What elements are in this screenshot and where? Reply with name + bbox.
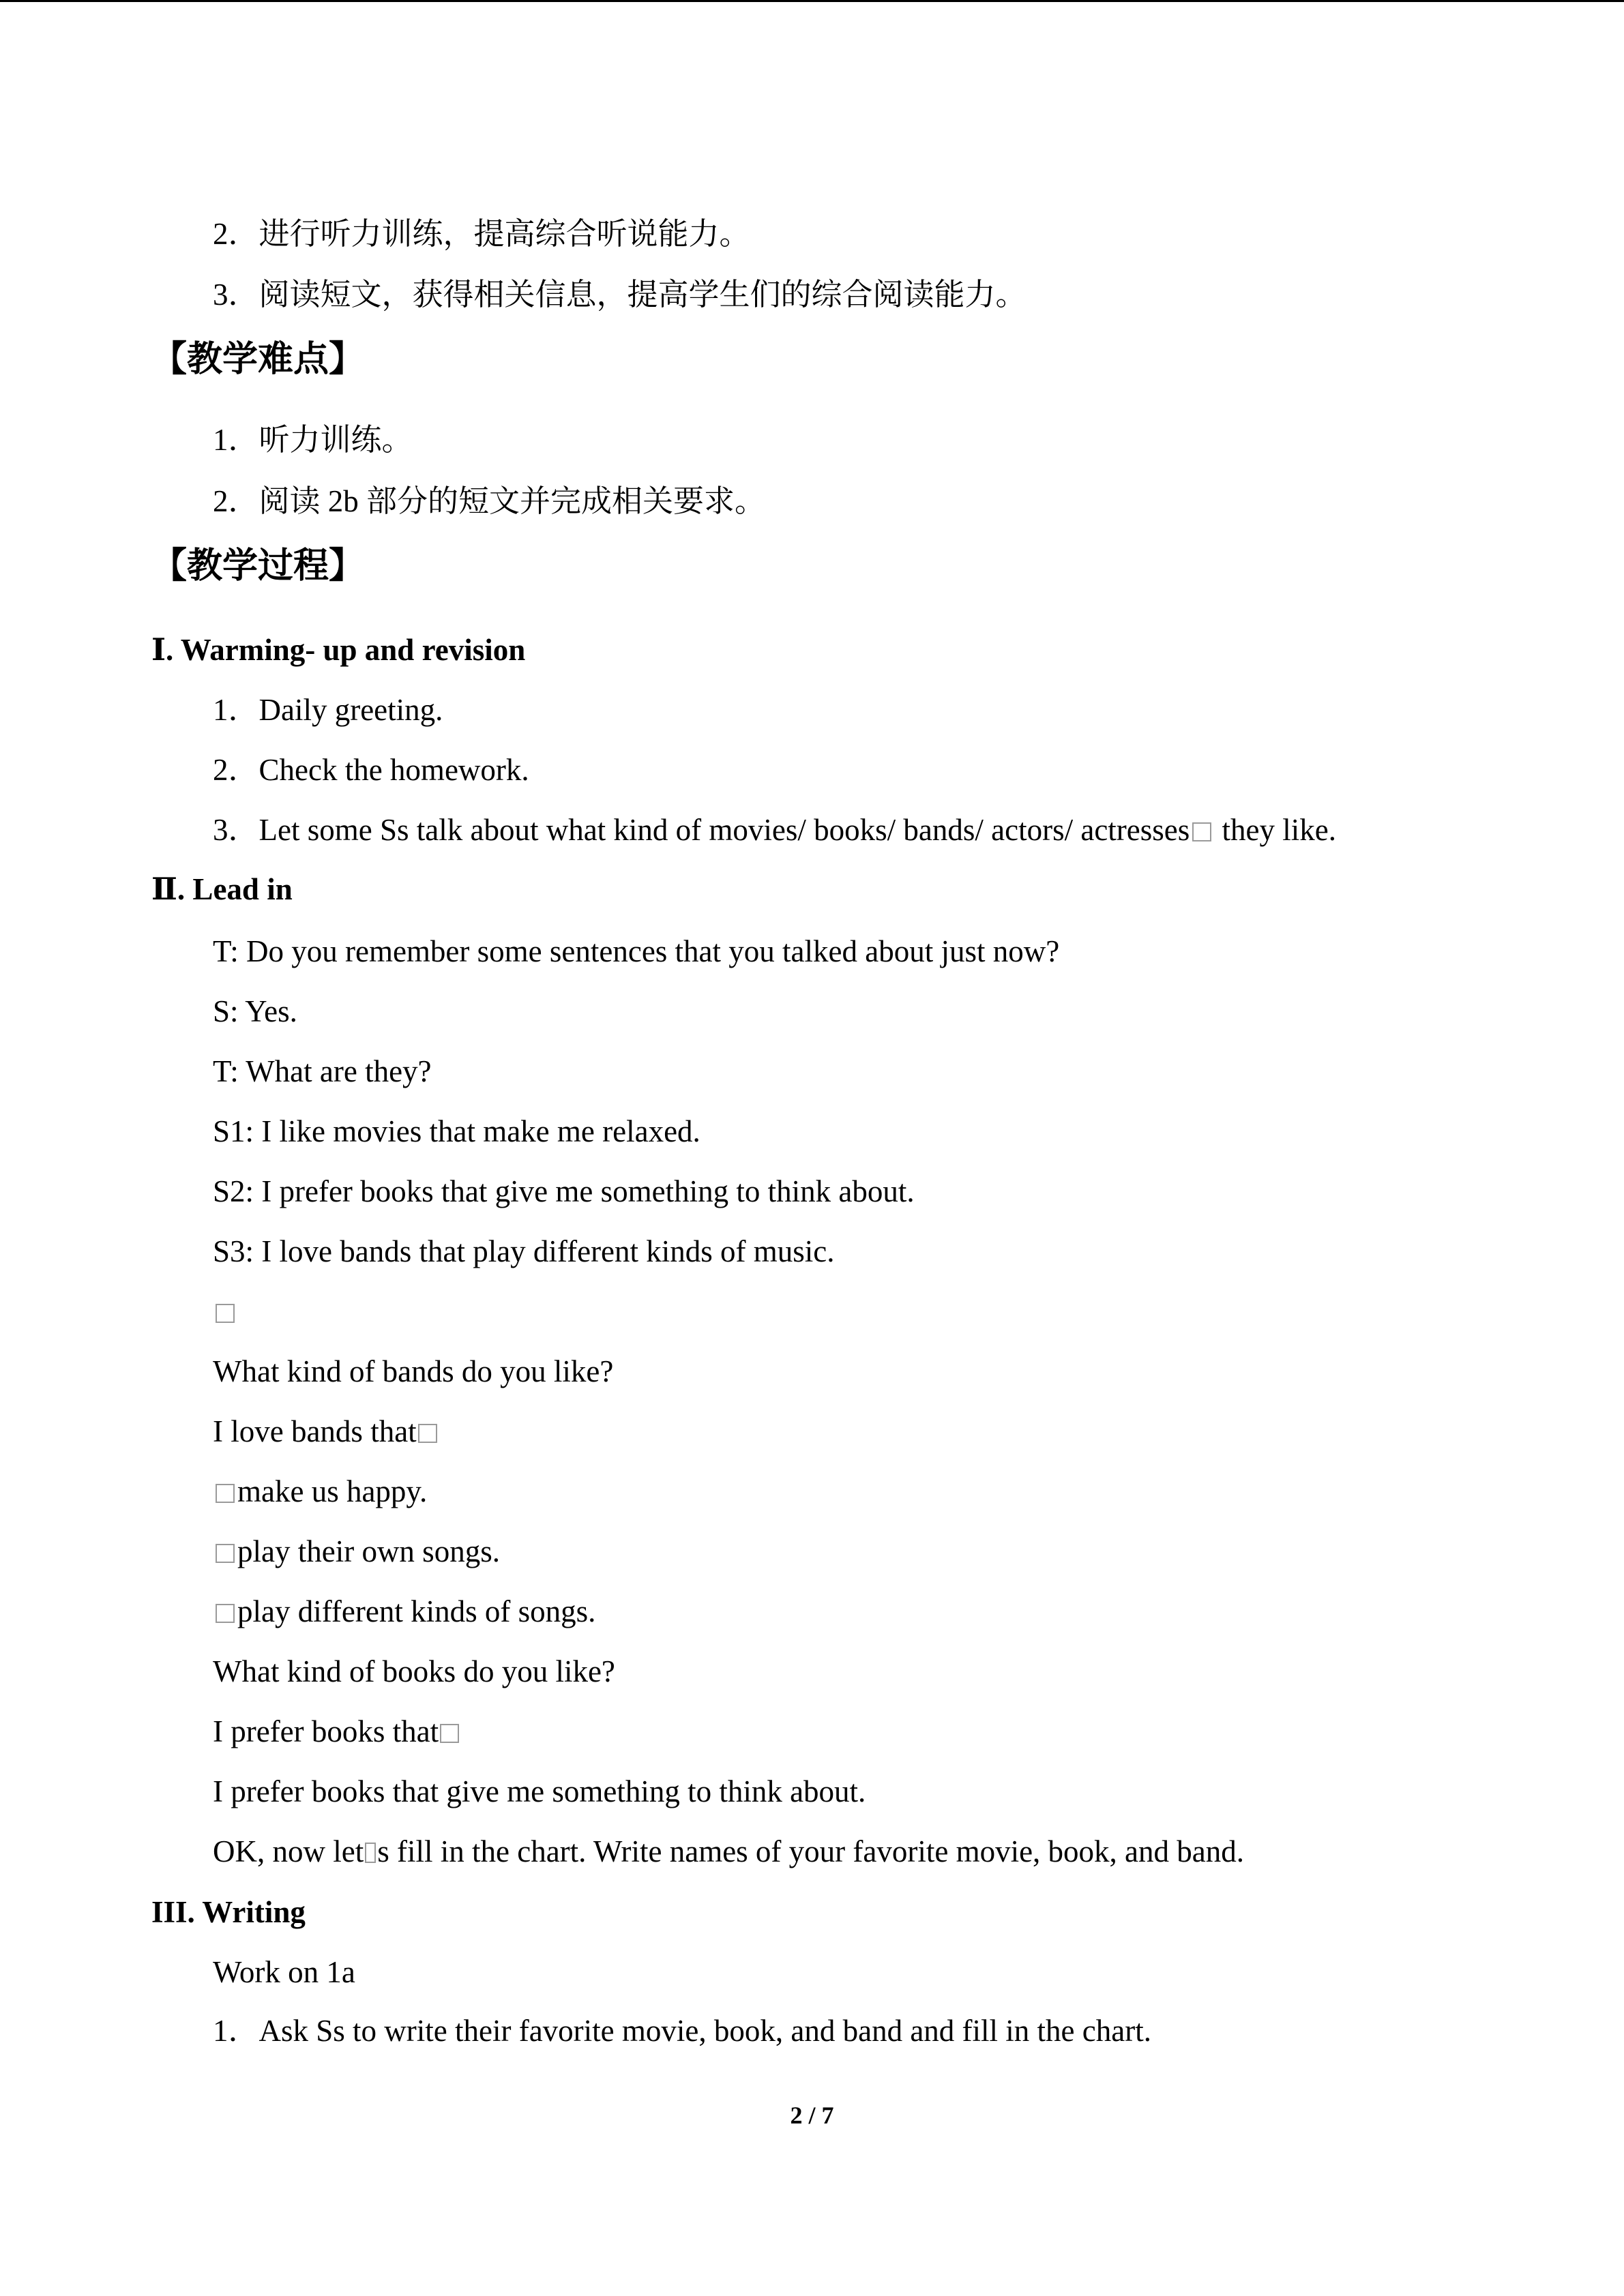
placeholder-line: [213, 1292, 237, 1330]
writing-step-1: 1．Ask Ss to write their favorite movie, book, and band and fill in the chart.: [213, 2014, 1151, 2048]
answer-books-intro-text: I prefer books that: [213, 1714, 439, 1748]
placeholder-box: [216, 1544, 235, 1563]
placeholder-box: [418, 1424, 437, 1443]
page-number: 2 / 7: [790, 2102, 834, 2129]
top-border-line: [0, 0, 1624, 2]
question-books: What kind of books do you like?: [213, 1654, 615, 1688]
answer-bands-option-2: [213, 1532, 500, 1570]
placeholder-box: [440, 1724, 459, 1743]
answer-bands-option-2-text: play their own songs.: [237, 1534, 500, 1568]
warmup-step-3: [213, 811, 1336, 849]
section-warming-up: Ⅰ. Warming- up and revision: [151, 633, 526, 667]
dialogue-line-s: S: Yes.: [213, 994, 297, 1028]
answer-bands-option-1-text: make us happy.: [237, 1474, 428, 1508]
placeholder-box: [216, 1604, 235, 1623]
heading-teaching-difficulties: 【教学难点】: [151, 339, 365, 380]
chart-instruction-rest: s fill in the chart. Write names of your favorite movie, book, and band.: [377, 1834, 1245, 1868]
answer-bands-intro: [213, 1412, 440, 1450]
placeholder-box: [1192, 822, 1211, 841]
answer-books-intro: [213, 1712, 462, 1750]
placeholder-box: [216, 1484, 235, 1503]
warmup-step-3-tail: they like.: [1214, 813, 1336, 847]
dialogue-line-s1: S1: I like movies that make me relaxed.: [213, 1114, 700, 1148]
dialogue-line-s2: S2: I prefer books that give me something to think about.: [213, 1174, 915, 1208]
warmup-step-2: 2．Check the homework.: [213, 753, 529, 787]
answer-bands-intro-text: I love bands that: [213, 1414, 417, 1448]
answer-bands-option-3: [213, 1592, 595, 1630]
objective-line-3: 3．阅读短文，获得相关信息，提高学生们的综合阅读能力。: [213, 278, 1027, 312]
difficulty-line-1: 1．听力训练。: [213, 423, 413, 457]
warmup-step-3-text: 3．Let some Ss talk about what kind of movies/ books/ bands/ actors/ actresses: [213, 813, 1190, 847]
section-lead-in: Ⅱ. Lead in: [151, 872, 293, 906]
warmup-step-1: 1．Daily greeting.: [213, 693, 443, 727]
dialogue-line-s3: S3: I love bands that play different kinds of music.: [213, 1234, 835, 1268]
answer-bands-option-3-text: play different kinds of songs.: [237, 1594, 596, 1628]
dialogue-line-t2: T: What are they?: [213, 1054, 432, 1088]
answer-bands-option-1: [213, 1472, 427, 1510]
question-bands: What kind of bands do you like?: [213, 1354, 614, 1388]
dialogue-line-t1: T: Do you remember some sentences that you talked about just now?: [213, 934, 1060, 968]
answer-books-example: I prefer books that give me something to think about.: [213, 1774, 866, 1808]
chart-instruction: [213, 1832, 1244, 1870]
objective-line-2: 2．进行听力训练，提高综合听说能力。: [213, 217, 750, 251]
difficulty-line-2: 2．阅读 2b 部分的短文并完成相关要求。: [213, 484, 766, 518]
chart-instruction-start: OK, now let: [213, 1834, 364, 1868]
writing-task-label: Work on 1a: [213, 1955, 355, 1989]
heading-teaching-process: 【教学过程】: [151, 546, 365, 586]
placeholder-box: [216, 1304, 235, 1323]
section-writing: III. Writing: [151, 1895, 306, 1929]
placeholder-box: [365, 1843, 376, 1863]
